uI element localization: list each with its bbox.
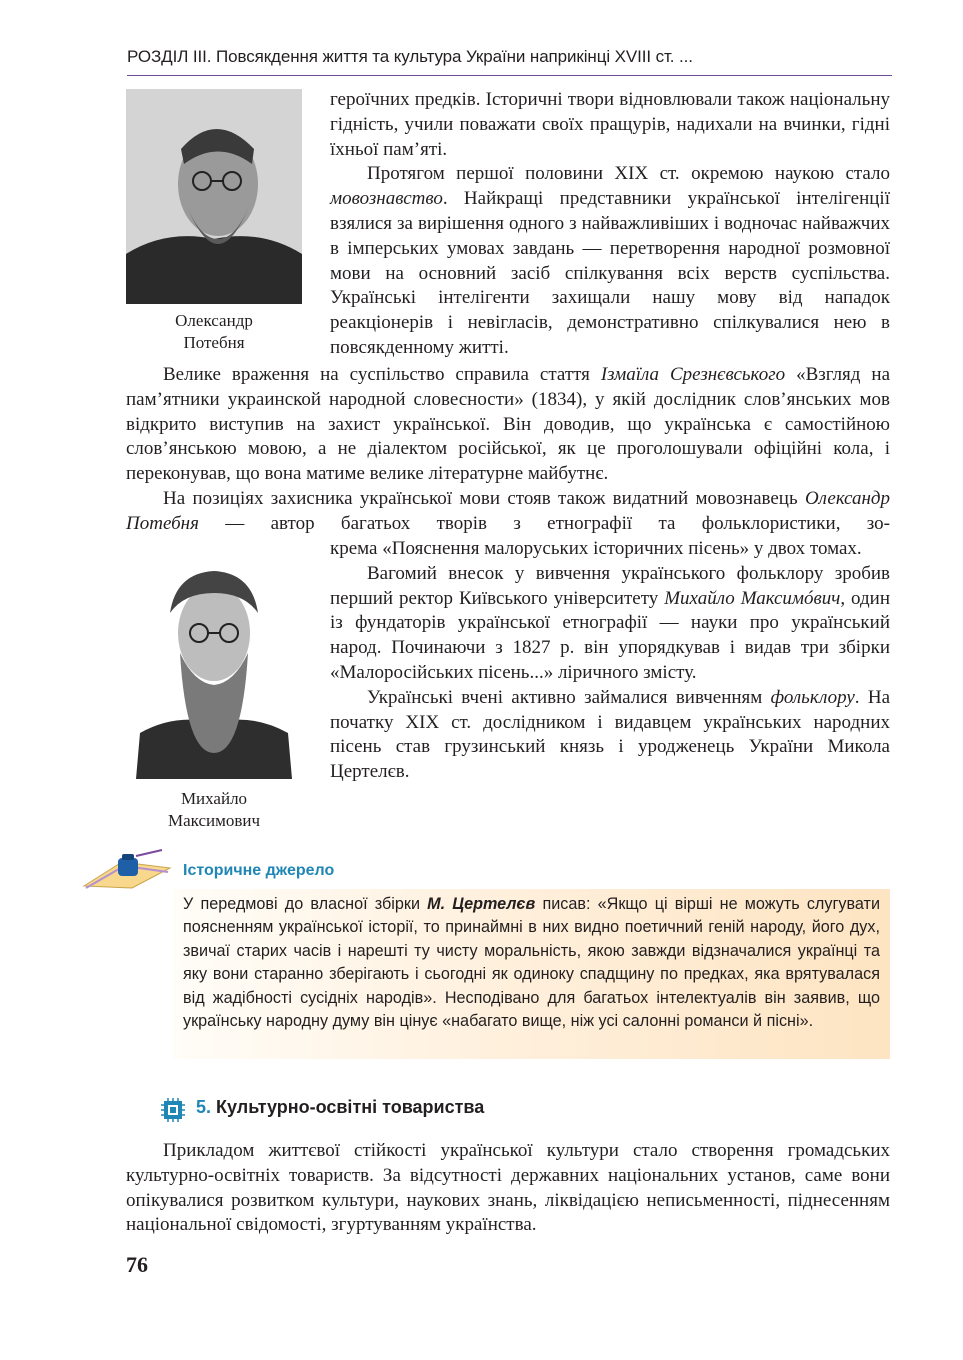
paragraph-1: героїчних предків. Історичні твори відновлювали також національну гідність, учили поважати своїх пращурів, надихали на вчинки, гідні їхньої пам’яті. [330, 89, 890, 160]
source-title: Історичне джерело [183, 862, 335, 879]
section-chip-icon [160, 1098, 186, 1122]
text-column-bottom [330, 537, 890, 785]
running-header: РОЗДІЛ ІІІ. Повсякдення життя та культура України наприкінці XVIII ст. ... [127, 47, 693, 66]
source-text: У передмові до власної збірки М. Цертелєв писав: «Якщо ці вірші не можуть слугувати поясненням української історії, то принаймні в них видно поетичний геній народу, його дух, звичаї старих часів і нарешті ту чисту моральність, якою завжди відзначалися українці та яку вони старанно зберігають і сьогодні як одиноку спадщину по предках, яка врятувалася від жадібності сусідніх народів». Несподівано для багатьох інтелектуалів він заявив, що українську народну думу він цінує «набагато вище, ніж усі салонні романси й пісні». [183, 895, 880, 1031]
header-rule [127, 75, 892, 76]
caption-maksymovych: Михайло Максимович [167, 789, 261, 830]
portrait-maksymovych [126, 553, 302, 779]
section-text: Прикладом життєвої стійкості української культури стало створення громадських культурно-освітніх товариств. За відсутності державних національних установ, саме вони опікувалися розвитком культури, наукових знань, ліквідацією неписьменності, піднесенням національної свідомості, згуртуванням українства. [126, 1140, 890, 1236]
paragraph-5: Вагомий внесок у вивчення українського фольклору зробив перший ректор Київського університету Михайло Максимóвич, один із фундаторів української етнографії — науки про український народ. Починаючи з 1827 р. він упорядкував і видав три збірки «Малоросійських пісень...» ліричного змісту. [330, 562, 890, 683]
inkwell-quill-icon [82, 848, 172, 892]
caption-potebnia: Олександр Потебня [175, 311, 253, 352]
paragraph-6: Українські вчені активно займалися вивченням фольклору. На початку XIX ст. дослідником і видавцем українських народних пісень став грузинський князь і уродженець України Микола Цертелєв. [330, 686, 891, 783]
text-column-top [330, 88, 890, 361]
page-number: 76 [126, 1252, 148, 1277]
text-column-full [126, 363, 890, 537]
paragraph-4: На позиціях захисника української мови стояв також видатний мовознавець Олександр Потебня — автор багатьох творів з етнографії та фольклористики, зо- [126, 487, 890, 534]
portrait-potebnia [126, 89, 302, 304]
paragraph-4-cont: крема «Пояснення малоруських історичних пісень» у двох томах. [330, 538, 862, 559]
section-title: 5. Культурно-освітні товариства [196, 1097, 485, 1117]
paragraph-3: Велике враження на суспільство справила стаття Ізмаїла Срезнєвського «Взгляд на пам’ятники украинской народной словесности» (1834), у якій дослідник слов’янських мов відкрито виступив на захист української. Він доводив, що українська є самостійною слов’янською мовою, а не діалектом російської, як це проголошували офіційні кола, і переконував, що вона матиме велике літературне майбутнє. [126, 364, 890, 485]
source-author: М. Цертелєв [427, 895, 536, 913]
paragraph-2: Протягом першої половини XIX ст. окремою наукою стало мовознавство. Найкращі представники української інтелігенції взялися за вирішення одного з найважливіших і водночас найважчих в імперських умовах завдань — перетворення народної розмовної мови на основний засіб спілкування всіх верств суспільства. Українські інтелігенти захищали нашу мову від нападок реакціонерів і невігласів, демонстративно спілкувалися нею в повсякденному житті. [330, 163, 890, 358]
